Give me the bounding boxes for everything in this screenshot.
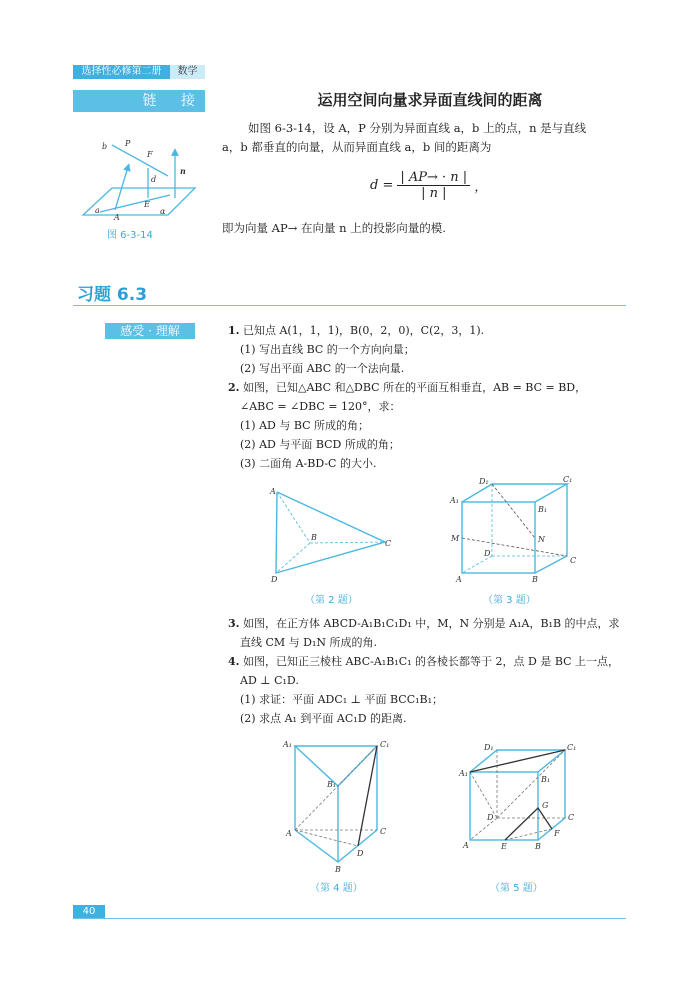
exercise-line: 直线 CM 与 D₁N 所成的角. [240, 636, 378, 649]
exercise-line: 已知点 A(1，1，1)，B(0，2，0)，C(2，3，1). [242, 324, 485, 337]
fig-label: B [311, 533, 317, 542]
fig-label: D [487, 813, 494, 822]
exercise-section-title: 习题 6.3 [77, 285, 148, 305]
footer-divider [73, 918, 626, 919]
fig-label: A₁ [450, 496, 459, 505]
link-paragraph-1: 如图 6-3-14，设 A，P 分别为异面直线 a，b 上的点，n 是与直线 [248, 121, 587, 135]
fig-label: A [270, 487, 276, 496]
exercise-line: (3) 二面角 A-BD-C 的大小. [240, 457, 377, 470]
exercise-line: (2) AD 与平面 BCD 所成的角； [240, 438, 400, 451]
exercise-number: 3. [228, 617, 240, 630]
exercise-line: (2) 写出平面 ABC 的一个法向量. [240, 362, 405, 375]
fig-label: B₁ [327, 780, 337, 789]
exercise-line: (1) 写出直线 BC 的一个方向向量； [240, 343, 415, 356]
figure-6-3-14 [83, 145, 195, 215]
fig-label: A [286, 829, 292, 838]
fig-label: B [535, 842, 541, 851]
exercise-number: 2. [228, 381, 240, 394]
link-banner: 链 接 [73, 90, 205, 112]
formula-lhs: d = [370, 178, 394, 193]
fig-label: C [570, 556, 577, 565]
fig-label: C₁ [380, 740, 390, 749]
fig3-caption: （第 3 题） [483, 595, 536, 606]
fig-label: A₁ [283, 740, 292, 749]
formula-numerator: | AP→ · n | [397, 170, 470, 186]
subject-label: 数学 [170, 65, 205, 79]
fig-label: M [451, 534, 460, 543]
fig-label: D₁ [479, 477, 489, 486]
fig-label: E [144, 200, 150, 209]
exercise-line: (1) AD 与 BC 所成的角； [240, 419, 370, 432]
book-title: 选择性必修第二册 [73, 65, 170, 79]
figure-6-3-14-caption: 图 6-3-14 [107, 230, 153, 241]
exercise-line: AD ⊥ C₁D. [240, 674, 299, 687]
fig-label: B₁ [541, 775, 551, 784]
exercise-number: 1. [228, 324, 240, 337]
fig-label: G [542, 801, 549, 810]
exercise-line: 如图，已知正三棱柱 ABC-A₁B₁C₁ 的各棱长都等于 2，点 D 是 BC 上一点， [242, 655, 620, 668]
fig-label: D [484, 549, 491, 558]
fig-label: b [102, 142, 108, 151]
exercise-line: ∠ABC = ∠DBC = 120°，求： [240, 400, 401, 413]
fig-label: A [456, 575, 462, 584]
fig-label: D [271, 575, 278, 584]
fig-label: C₁ [563, 475, 573, 484]
fig-label: d [151, 175, 157, 184]
fig-label: D [357, 849, 364, 858]
fig4-caption: （第 4 题） [310, 883, 363, 894]
link-title: 运用空间向量求异面直线间的距离 [317, 91, 543, 109]
fig2-caption: （第 2 题） [305, 595, 358, 606]
fig-label: B [335, 865, 341, 874]
fig-label: C₁ [567, 743, 577, 752]
figure-3 [462, 484, 567, 573]
exercise-line: 如图，已知△ABC 和△DBC 所在的平面互相垂直，AB = BC = BD， [242, 381, 587, 394]
fig-label: F [147, 150, 153, 159]
fig-label: N [538, 535, 545, 544]
fig-label: P [125, 139, 131, 148]
fig-label: n [180, 166, 186, 176]
fig-label: A₁ [459, 769, 468, 778]
fig-label: A [463, 841, 469, 850]
formula-denominator: | n | [421, 186, 447, 201]
exercise-tag: 感受 · 理解 [105, 323, 195, 339]
figure-5 [470, 750, 565, 840]
link-paragraph-2: a，b 都垂直的向量，从而异面直线 a，b 间的距离为 [222, 140, 492, 154]
figure-4 [295, 746, 377, 862]
exercise-line: (2) 求点 A₁ 到平面 AC₁D 的距离. [240, 712, 407, 725]
formula-tail: ， [474, 180, 488, 195]
link-paragraph-3: 即为向量 AP→ 在向量 n 上的投影向量的模. [222, 221, 446, 235]
exercise-number: 4. [228, 655, 240, 668]
fig-label: F [554, 829, 560, 838]
fig-label: A [114, 213, 120, 222]
fig-label: E [501, 842, 507, 851]
fig-label: a [95, 206, 100, 215]
fig-label: C [380, 827, 387, 836]
fig-label: B₁ [538, 505, 548, 514]
exercise-line: 如图，在正方体 ABCD-A₁B₁C₁D₁ 中，M，N 分别是 A₁A，B₁B 的中点，求 [242, 617, 620, 630]
figure-2 [276, 492, 385, 573]
exercise-line: (1) 求证：平面 ADC₁ ⊥ 平面 BCC₁B₁； [240, 693, 444, 706]
fig-label: D₁ [484, 743, 494, 752]
fig-label: B [532, 575, 538, 584]
fig-label: C [385, 539, 392, 548]
fig-label: α [160, 207, 166, 216]
fig-label: C [568, 813, 575, 822]
fig5-caption: （第 5 题） [490, 883, 543, 894]
page-number: 40 [73, 905, 105, 919]
